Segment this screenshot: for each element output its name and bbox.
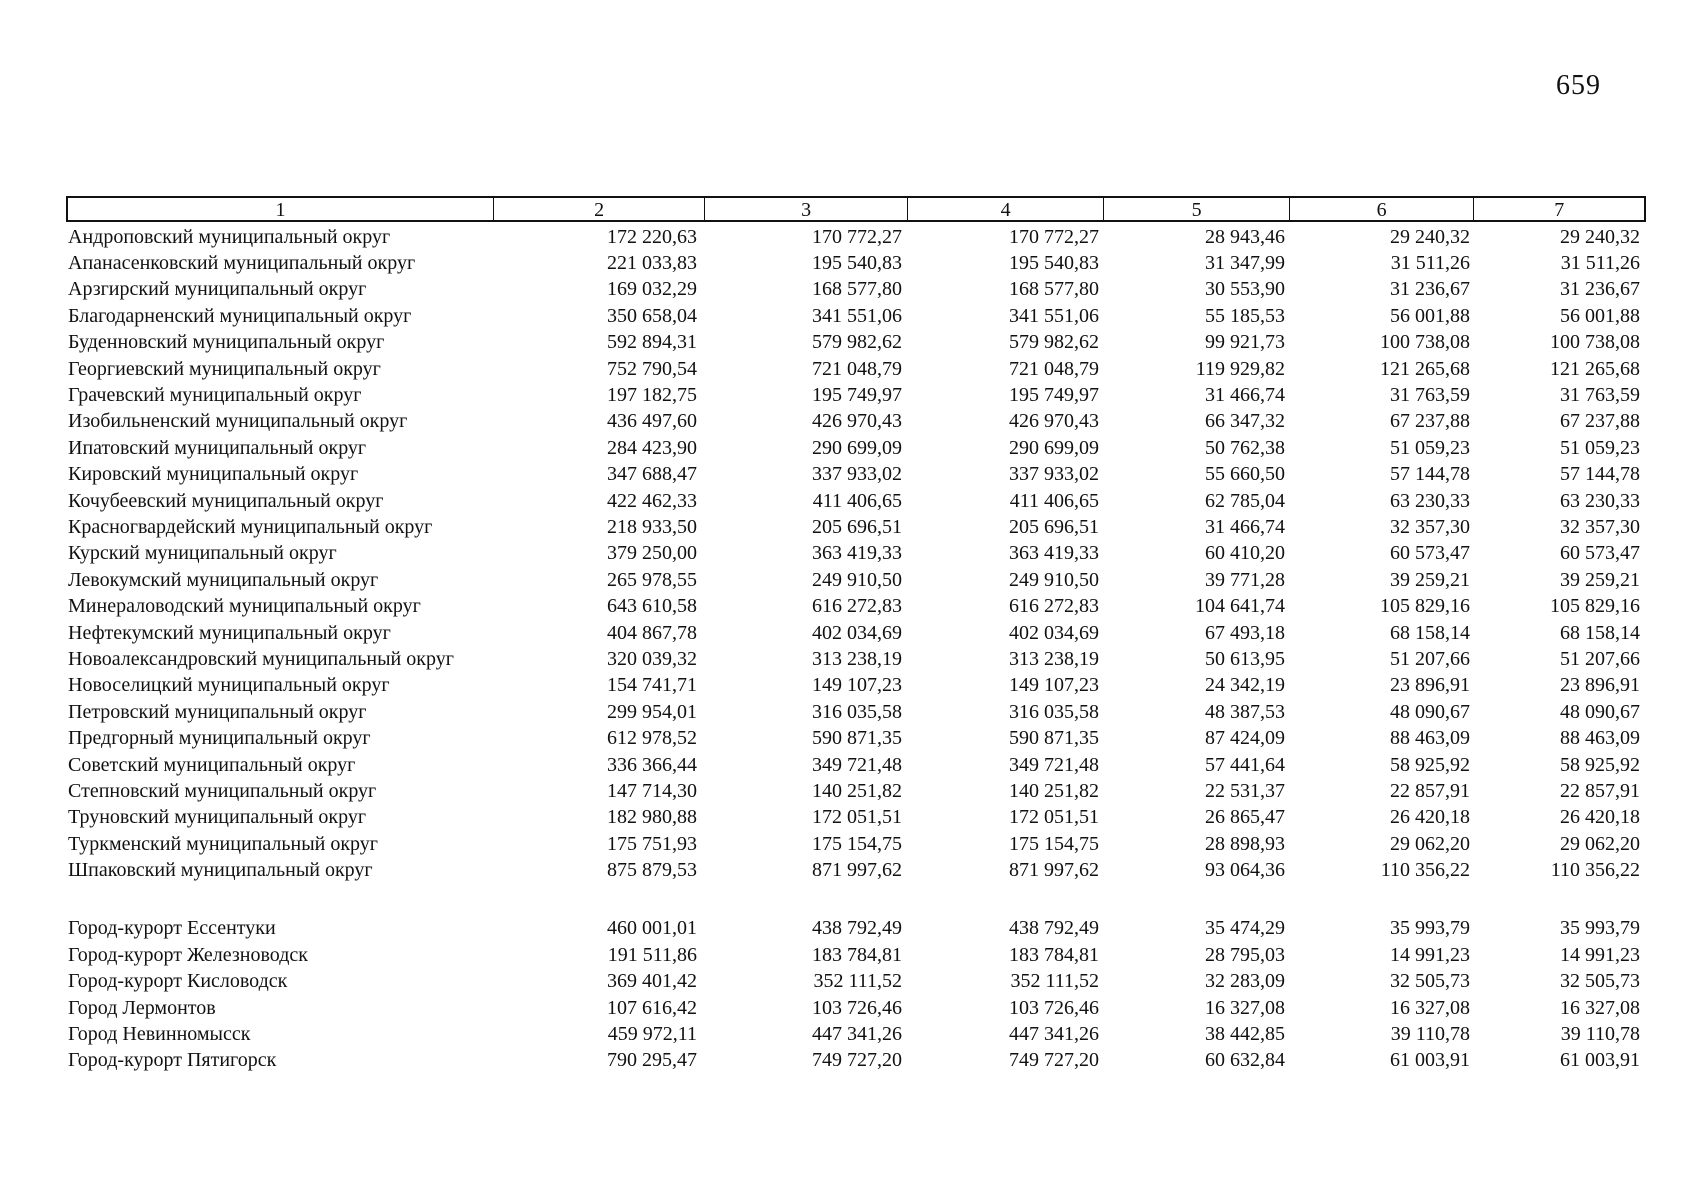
row-label: Георгиевский муниципальный округ: [68, 357, 381, 380]
table-row: [66, 995, 1646, 1021]
cell-value-col-6: 56 001,88: [1390, 304, 1470, 327]
cell-value-col-2: 218 933,50: [607, 515, 697, 538]
cell-value-col-4: 349 721,48: [1009, 753, 1099, 776]
cell-value-col-6: 23 896,91: [1390, 674, 1470, 697]
cell-value-col-2: 459 972,11: [607, 1023, 697, 1046]
cell-value-col-4: 411 406,65: [1009, 489, 1099, 512]
table-row: [66, 725, 1646, 751]
cell-value-col-5: 16 327,08: [1205, 996, 1285, 1019]
cell-value-col-2: 154 741,71: [607, 674, 697, 697]
cell-value-col-4: 749 727,20: [1009, 1049, 1099, 1072]
row-label: Грачевский муниципальный округ: [68, 384, 362, 407]
cell-value-col-3: 290 699,09: [812, 436, 902, 459]
cell-value-col-5: 35 474,29: [1205, 917, 1285, 940]
cell-value-col-2: 107 616,42: [607, 996, 697, 1019]
cell-value-col-3: 175 154,75: [812, 832, 902, 855]
column-header-7: 7: [1554, 199, 1565, 221]
cell-value-col-6: 51 207,66: [1390, 647, 1470, 670]
cell-value-col-6: 39 259,21: [1390, 568, 1470, 591]
cell-value-col-6: 32 505,73: [1390, 970, 1470, 993]
cell-value-col-2: 336 366,44: [607, 753, 697, 776]
cell-value-col-3: 313 238,19: [812, 647, 902, 670]
cell-value-col-4: 363 419,33: [1009, 542, 1099, 565]
row-label: Город Невинномысск: [68, 1023, 251, 1046]
row-label: Новоселицкий муниципальный округ: [68, 674, 390, 697]
cell-value-col-4: 352 111,52: [1010, 970, 1099, 993]
table-row: [66, 514, 1646, 540]
cell-value-col-4: 290 699,09: [1009, 436, 1099, 459]
cell-value-col-2: 875 879,53: [607, 859, 697, 882]
cell-value-col-3: 411 406,65: [812, 489, 902, 512]
table-row: [66, 277, 1646, 303]
cell-value-col-7: 51 207,66: [1560, 647, 1640, 670]
cell-value-col-7: 105 829,16: [1550, 595, 1640, 618]
cell-value-col-3: 447 341,26: [812, 1023, 902, 1046]
cell-value-col-3: 249 910,50: [812, 568, 902, 591]
cell-value-col-3: 579 982,62: [812, 331, 902, 354]
cell-value-col-4: 195 749,97: [1009, 384, 1099, 407]
cell-value-col-7: 88 463,09: [1560, 727, 1640, 750]
cell-value-col-5: 38 442,85: [1205, 1023, 1285, 1046]
cell-value-col-2: 592 894,31: [607, 331, 697, 354]
cell-value-col-4: 175 154,75: [1009, 832, 1099, 855]
cell-value-col-5: 28 898,93: [1205, 832, 1285, 855]
row-label: Советский муниципальный округ: [68, 753, 356, 776]
cell-value-col-2: 172 220,63: [607, 225, 697, 248]
row-label: Кочубеевский муниципальный округ: [68, 489, 384, 512]
cell-value-col-4: 168 577,80: [1009, 278, 1099, 301]
row-label: Степновский муниципальный округ: [68, 779, 377, 802]
cell-value-col-2: 175 751,93: [607, 832, 697, 855]
cell-value-col-5: 30 553,90: [1205, 278, 1285, 301]
cell-value-col-4: 170 772,27: [1009, 225, 1099, 248]
table-row: [66, 778, 1646, 804]
cell-value-col-6: 67 237,88: [1390, 410, 1470, 433]
cell-value-col-3: 402 034,69: [812, 621, 902, 644]
cell-value-col-2: 350 658,04: [607, 304, 697, 327]
cell-value-col-5: 48 387,53: [1205, 700, 1285, 723]
row-label: Город-курорт Пятигорск: [68, 1049, 277, 1072]
cell-value-col-3: 172 051,51: [812, 806, 902, 829]
table-body: [66, 224, 1646, 1074]
table-row: [66, 409, 1646, 435]
cell-value-col-7: 51 059,23: [1560, 436, 1640, 459]
table-row: [66, 646, 1646, 672]
cell-value-col-7: 39 110,78: [1560, 1023, 1640, 1046]
cell-value-col-6: 61 003,91: [1390, 1049, 1470, 1072]
table-row: [66, 250, 1646, 276]
cell-value-col-7: 121 265,68: [1550, 357, 1640, 380]
cell-value-col-7: 100 738,08: [1550, 331, 1640, 354]
cell-value-col-5: 57 441,64: [1205, 753, 1285, 776]
cell-value-col-5: 32 283,09: [1205, 970, 1285, 993]
cell-value-col-7: 63 230,33: [1560, 489, 1640, 512]
cell-value-col-3: 205 696,51: [812, 515, 902, 538]
cell-value-col-3: 337 933,02: [812, 463, 902, 486]
cell-value-col-6: 51 059,23: [1390, 436, 1470, 459]
cell-value-col-4: 341 551,06: [1009, 304, 1099, 327]
cell-value-col-6: 88 463,09: [1390, 727, 1470, 750]
cell-value-col-4: 316 035,58: [1009, 700, 1099, 723]
cell-value-col-3: 195 749,97: [812, 384, 902, 407]
row-label: Левокумский муниципальный округ: [68, 568, 379, 591]
cell-value-col-5: 31 466,74: [1205, 515, 1285, 538]
row-label: Апанасенковский муниципальный округ: [68, 252, 416, 275]
cell-value-col-4: 249 910,50: [1009, 568, 1099, 591]
cell-value-col-4: 590 871,35: [1009, 727, 1099, 750]
row-label: Благодарненский муниципальный округ: [68, 304, 412, 327]
cell-value-col-6: 35 993,79: [1390, 917, 1470, 940]
cell-value-col-4: 205 696,51: [1009, 515, 1099, 538]
table-row: [66, 673, 1646, 699]
cell-value-col-7: 57 144,78: [1560, 463, 1640, 486]
cell-value-col-5: 50 762,38: [1205, 436, 1285, 459]
row-label: Город Лермонтов: [68, 996, 216, 1019]
row-label: Труновский муниципальный округ: [68, 806, 367, 829]
cell-value-col-7: 16 327,08: [1560, 996, 1640, 1019]
row-label: Петровский муниципальный округ: [68, 700, 367, 723]
page-number: 659: [1556, 70, 1601, 101]
cell-value-col-3: 170 772,27: [812, 225, 902, 248]
cell-value-col-2: 320 039,32: [607, 647, 697, 670]
cell-value-col-6: 26 420,18: [1390, 806, 1470, 829]
cell-value-col-4: 149 107,23: [1009, 674, 1099, 697]
cell-value-col-2: 191 511,86: [607, 943, 697, 966]
cell-value-col-2: 460 001,01: [607, 917, 697, 940]
table-row: [66, 916, 1646, 942]
row-label: Город-курорт Ессентуки: [68, 917, 276, 940]
cell-value-col-3: 749 727,20: [812, 1049, 902, 1072]
cell-value-col-6: 29 062,20: [1390, 832, 1470, 855]
cell-value-col-4: 140 251,82: [1009, 779, 1099, 802]
cell-value-col-5: 87 424,09: [1205, 727, 1285, 750]
cell-value-col-4: 616 272,83: [1009, 595, 1099, 618]
cell-value-col-2: 379 250,00: [607, 542, 697, 565]
cell-value-col-4: 402 034,69: [1009, 621, 1099, 644]
cell-value-col-6: 31 236,67: [1390, 278, 1470, 301]
cell-value-col-7: 39 259,21: [1560, 568, 1640, 591]
table-row: [66, 1021, 1646, 1047]
cell-value-col-3: 168 577,80: [812, 278, 902, 301]
cell-value-col-4: 438 792,49: [1009, 917, 1099, 940]
cell-value-col-3: 195 540,83: [812, 252, 902, 275]
cell-value-col-5: 99 921,73: [1205, 331, 1285, 354]
cell-value-col-6: 16 327,08: [1390, 996, 1470, 1019]
cell-value-col-5: 60 410,20: [1205, 542, 1285, 565]
row-label: Нефтекумский муниципальный округ: [68, 621, 391, 644]
column-header-1: 1: [68, 198, 494, 220]
row-label: Кировский муниципальный округ: [68, 463, 359, 486]
cell-value-col-4: 195 540,83: [1009, 252, 1099, 275]
cell-value-col-2: 404 867,78: [607, 621, 697, 644]
row-label: Арзгирский муниципальный округ: [68, 278, 367, 301]
table-row: [66, 462, 1646, 488]
column-header-5: 5: [1104, 198, 1290, 220]
cell-value-col-6: 121 265,68: [1380, 357, 1470, 380]
cell-value-col-3: 438 792,49: [812, 917, 902, 940]
cell-value-col-3: 352 111,52: [813, 970, 902, 993]
cell-value-col-2: 422 462,33: [607, 489, 697, 512]
table-row: [66, 831, 1646, 857]
row-label: Новоалександровский муниципальный округ: [68, 647, 454, 670]
table-row: [66, 303, 1646, 329]
cell-value-col-5: 60 632,84: [1205, 1049, 1285, 1072]
cell-value-col-6: 22 857,91: [1390, 779, 1470, 802]
cell-value-col-2: 284 423,90: [607, 436, 697, 459]
cell-value-col-7: 32 505,73: [1560, 970, 1640, 993]
cell-value-col-3: 426 970,43: [812, 410, 902, 433]
cell-value-col-7: 23 896,91: [1560, 674, 1640, 697]
cell-value-col-7: 31 236,67: [1560, 278, 1640, 301]
cell-value-col-5: 31 347,99: [1205, 252, 1285, 275]
table-row: [66, 699, 1646, 725]
cell-value-col-2: 790 295,47: [607, 1049, 697, 1072]
cell-value-col-2: 265 978,55: [607, 568, 697, 591]
table-row: [66, 541, 1646, 567]
cell-value-col-5: 67 493,18: [1205, 621, 1285, 644]
cell-value-col-7: 68 158,14: [1560, 621, 1640, 644]
cell-value-col-2: 752 790,54: [607, 357, 697, 380]
row-label: Город-курорт Железноводск: [68, 943, 308, 966]
cell-value-col-5: 93 064,36: [1205, 859, 1285, 882]
cell-value-col-6: 60 573,47: [1390, 542, 1470, 565]
cell-value-col-7: 58 925,92: [1560, 753, 1640, 776]
cell-value-col-5: 104 641,74: [1195, 595, 1285, 618]
cell-value-col-2: 197 182,75: [607, 384, 697, 407]
cell-value-col-5: 50 613,95: [1205, 647, 1285, 670]
cell-value-col-6: 105 829,16: [1380, 595, 1470, 618]
cell-value-col-7: 29 240,32: [1560, 225, 1640, 248]
cell-value-col-6: 32 357,30: [1390, 515, 1470, 538]
row-label: Курский муниципальный округ: [68, 542, 337, 565]
cell-value-col-7: 60 573,47: [1560, 542, 1640, 565]
table-row: [66, 330, 1646, 356]
cell-value-col-7: 31 511,26: [1560, 252, 1640, 275]
cell-value-col-3: 363 419,33: [812, 542, 902, 565]
row-label: Город-курорт Кисловодск: [68, 970, 288, 993]
cell-value-col-4: 579 982,62: [1009, 331, 1099, 354]
cell-value-col-6: 31 511,26: [1390, 252, 1470, 275]
cell-value-col-5: 55 185,53: [1205, 304, 1285, 327]
cell-value-col-3: 349 721,48: [812, 753, 902, 776]
cell-value-col-4: 103 726,46: [1009, 996, 1099, 1019]
cell-value-col-2: 369 401,42: [607, 970, 697, 993]
cell-value-col-3: 341 551,06: [812, 304, 902, 327]
column-header-3: 3: [705, 198, 907, 220]
cell-value-col-5: 39 771,28: [1205, 568, 1285, 591]
cell-value-col-7: 48 090,67: [1560, 700, 1640, 723]
section-gap: [66, 884, 1646, 916]
cell-value-col-5: 28 943,46: [1205, 225, 1285, 248]
cell-value-col-6: 48 090,67: [1390, 700, 1470, 723]
cell-value-col-3: 590 871,35: [812, 727, 902, 750]
column-header-6: 6: [1290, 198, 1475, 220]
row-label: Предгорный муниципальный округ: [68, 727, 371, 750]
cell-value-col-5: 22 531,37: [1205, 779, 1285, 802]
row-label: Изобильненский муниципальный округ: [68, 410, 408, 433]
cell-value-col-3: 149 107,23: [812, 674, 902, 697]
cell-value-col-3: 616 272,83: [812, 595, 902, 618]
table-row: [66, 382, 1646, 408]
cell-value-col-3: 871 997,62: [812, 859, 902, 882]
row-label: Буденновский муниципальный округ: [68, 331, 385, 354]
cell-value-col-7: 61 003,91: [1560, 1049, 1640, 1072]
cell-value-col-5: 24 342,19: [1205, 674, 1285, 697]
cell-value-col-7: 35 993,79: [1560, 917, 1640, 940]
cell-value-col-7: 14 991,23: [1560, 943, 1640, 966]
row-label: Туркменский муниципальный округ: [68, 832, 378, 855]
cell-value-col-3: 183 784,81: [812, 943, 902, 966]
cell-value-col-2: 612 978,52: [607, 727, 697, 750]
table-row: [66, 752, 1646, 778]
cell-value-col-4: 183 784,81: [1009, 943, 1099, 966]
cell-value-col-4: 426 970,43: [1009, 410, 1099, 433]
row-label: Шпаковский муниципальный округ: [68, 859, 373, 882]
cell-value-col-6: 14 991,23: [1390, 943, 1470, 966]
cell-value-col-6: 100 738,08: [1380, 331, 1470, 354]
cell-value-col-5: 31 466,74: [1205, 384, 1285, 407]
cell-value-col-6: 68 158,14: [1390, 621, 1470, 644]
cell-value-col-4: 721 048,79: [1009, 357, 1099, 380]
row-label: Минераловодский муниципальный округ: [68, 595, 421, 618]
cell-value-col-6: 57 144,78: [1390, 463, 1470, 486]
cell-value-col-4: 313 238,19: [1009, 647, 1099, 670]
cell-value-col-7: 32 357,30: [1560, 515, 1640, 538]
table-row: [66, 593, 1646, 619]
table-row: [66, 942, 1646, 968]
table-row: [66, 857, 1646, 883]
cell-value-col-5: 66 347,32: [1205, 410, 1285, 433]
row-label: Андроповский муниципальный округ: [68, 225, 391, 248]
cell-value-col-2: 221 033,83: [607, 252, 697, 275]
cell-value-col-5: 119 929,82: [1195, 357, 1285, 380]
cell-value-col-6: 58 925,92: [1390, 753, 1470, 776]
cell-value-col-5: 28 795,03: [1205, 943, 1285, 966]
cell-value-col-3: 721 048,79: [812, 357, 902, 380]
column-header-2: 2: [494, 198, 705, 220]
table-row: [66, 488, 1646, 514]
table-row: [66, 805, 1646, 831]
cell-value-col-7: 110 356,22: [1550, 859, 1640, 882]
cell-value-col-2: 147 714,30: [607, 779, 697, 802]
cell-value-col-2: 299 954,01: [607, 700, 697, 723]
table-header: [66, 196, 1646, 222]
cell-value-col-3: 140 251,82: [812, 779, 902, 802]
table-row: [66, 969, 1646, 995]
cell-value-col-4: 871 997,62: [1009, 859, 1099, 882]
cell-value-col-7: 31 763,59: [1560, 384, 1640, 407]
cell-value-col-3: 316 035,58: [812, 700, 902, 723]
table-row: [66, 620, 1646, 646]
cell-value-col-4: 447 341,26: [1009, 1023, 1099, 1046]
cell-value-col-2: 347 688,47: [607, 463, 697, 486]
table-row: [66, 356, 1646, 382]
cell-value-col-4: 337 933,02: [1009, 463, 1099, 486]
cell-value-col-2: 643 610,58: [607, 595, 697, 618]
row-label: Красногвардейский муниципальный округ: [68, 515, 433, 538]
cell-value-col-6: 110 356,22: [1380, 859, 1470, 882]
cell-value-col-6: 63 230,33: [1390, 489, 1470, 512]
table-row: [66, 435, 1646, 461]
table-row: [66, 1048, 1646, 1074]
cell-value-col-4: 172 051,51: [1009, 806, 1099, 829]
cell-value-col-5: 62 785,04: [1205, 489, 1285, 512]
cell-value-col-6: 29 240,32: [1390, 225, 1470, 248]
cell-value-col-2: 169 032,29: [607, 278, 697, 301]
cell-value-col-7: 56 001,88: [1560, 304, 1640, 327]
cell-value-col-5: 26 865,47: [1205, 806, 1285, 829]
table-row: [66, 224, 1646, 250]
cell-value-col-2: 182 980,88: [607, 806, 697, 829]
cell-value-col-5: 55 660,50: [1205, 463, 1285, 486]
cell-value-col-3: 103 726,46: [812, 996, 902, 1019]
cell-value-col-6: 31 763,59: [1390, 384, 1470, 407]
table-row: [66, 567, 1646, 593]
cell-value-col-7: 29 062,20: [1560, 832, 1640, 855]
cell-value-col-7: 26 420,18: [1560, 806, 1640, 829]
cell-value-col-7: 67 237,88: [1560, 410, 1640, 433]
column-header-4: 4: [908, 198, 1105, 220]
cell-value-col-6: 39 110,78: [1390, 1023, 1470, 1046]
row-label: Ипатовский муниципальный округ: [68, 436, 367, 459]
cell-value-col-2: 436 497,60: [607, 410, 697, 433]
cell-value-col-7: 22 857,91: [1560, 779, 1640, 802]
